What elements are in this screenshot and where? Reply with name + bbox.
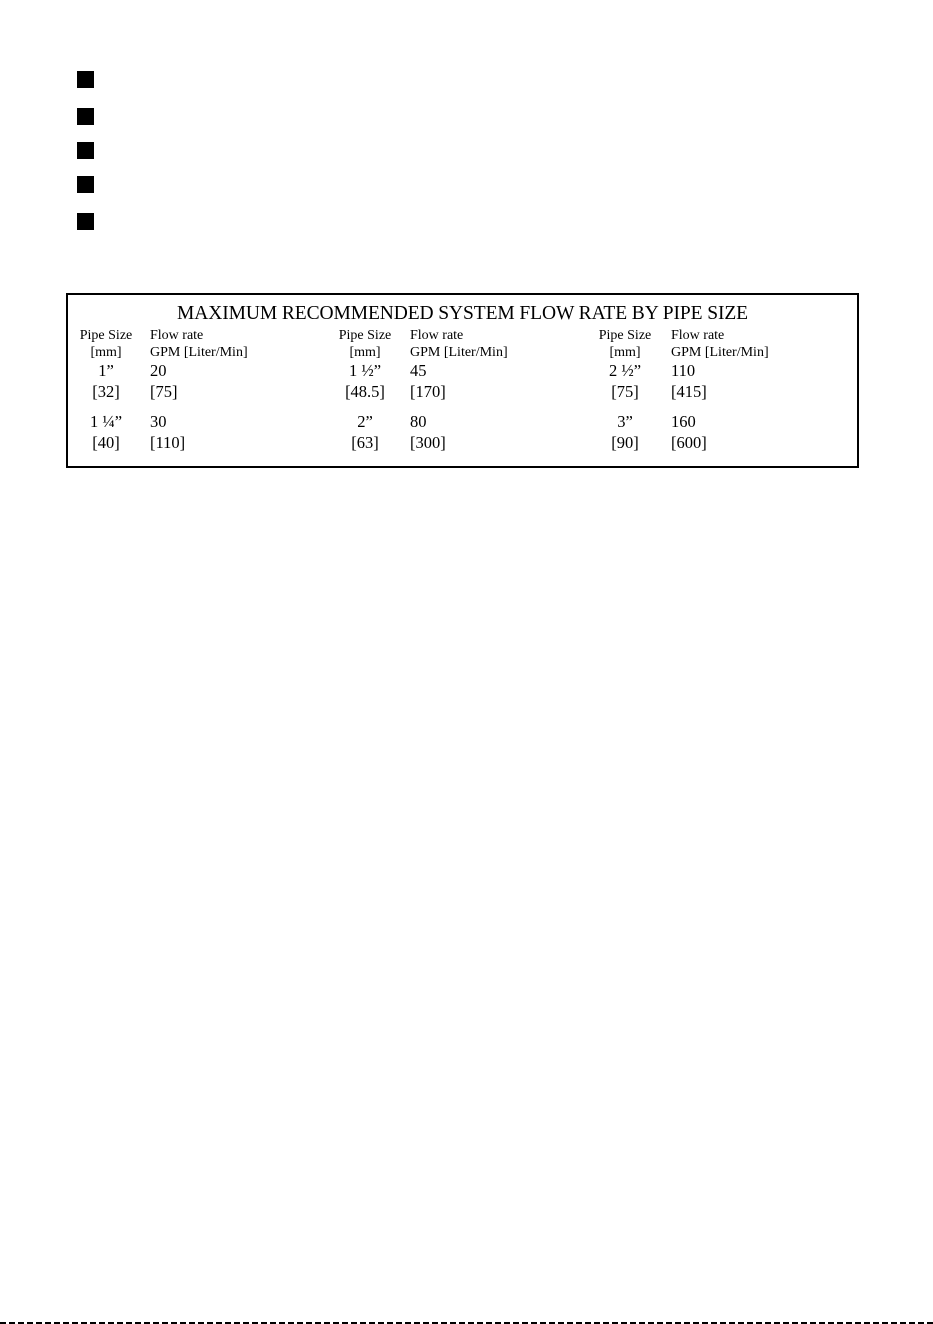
pipe-size-mm: [40] xyxy=(92,433,120,452)
bullet-square-icon xyxy=(77,108,94,125)
pipe-size-header: Pipe Size xyxy=(79,328,133,343)
pipe-size-mm: [63] xyxy=(351,433,379,452)
pipe-size-inch: 2 ½” xyxy=(608,361,642,380)
pipe-size-unit-header: [mm] xyxy=(609,345,641,360)
bullet-square-icon xyxy=(77,176,94,193)
flow-rate-lpm: [300] xyxy=(410,433,446,452)
pipe-size-inch: 3” xyxy=(617,412,633,431)
flow-rate-unit-header: GPM [Liter/Min] xyxy=(410,345,508,360)
flow-rate-lpm: [600] xyxy=(671,433,707,452)
flow-rate-gpm: 80 xyxy=(410,412,427,431)
flow-rate-gpm: 20 xyxy=(150,361,167,380)
flow-rate-header: Flow rate xyxy=(150,328,204,343)
flow-rate-lpm: [75] xyxy=(150,382,178,401)
pipe-size-inch: 1” xyxy=(98,361,114,380)
flow-rate-lpm: [110] xyxy=(150,433,186,452)
flow-rate-lpm: [415] xyxy=(671,382,707,401)
pipe-size-mm: [75] xyxy=(611,382,639,401)
pipe-size-unit-header: [mm] xyxy=(90,345,122,360)
flow-rate-table xyxy=(66,293,859,468)
pipe-size-mm: [90] xyxy=(611,433,639,452)
flow-rate-unit-header: GPM [Liter/Min] xyxy=(671,345,769,360)
table-title: MAXIMUM RECOMMENDED SYSTEM FLOW RATE BY PIPE SIZE xyxy=(177,303,748,324)
pipe-size-inch: 1 ¼” xyxy=(89,412,123,431)
flow-rate-gpm: 30 xyxy=(150,412,167,431)
pipe-size-inch: 2” xyxy=(357,412,373,431)
bullet-square-icon xyxy=(77,142,94,159)
pipe-size-unit-header: [mm] xyxy=(349,345,381,360)
pipe-size-mm: [48.5] xyxy=(345,382,385,401)
flow-rate-header: Flow rate xyxy=(410,328,464,343)
flow-rate-gpm: 45 xyxy=(410,361,427,380)
flow-rate-lpm: [170] xyxy=(410,382,446,401)
pipe-size-header: Pipe Size xyxy=(598,328,652,343)
pipe-size-inch: 1 ½” xyxy=(348,361,382,380)
pipe-size-header: Pipe Size xyxy=(338,328,392,343)
bullet-square-icon xyxy=(77,213,94,230)
pipe-size-mm: [32] xyxy=(92,382,120,401)
flow-rate-unit-header: GPM [Liter/Min] xyxy=(150,345,248,360)
flow-rate-header: Flow rate xyxy=(671,328,725,343)
flow-rate-gpm: 110 xyxy=(671,361,696,380)
bullet-square-icon xyxy=(77,71,94,88)
flow-rate-gpm: 160 xyxy=(671,412,696,431)
